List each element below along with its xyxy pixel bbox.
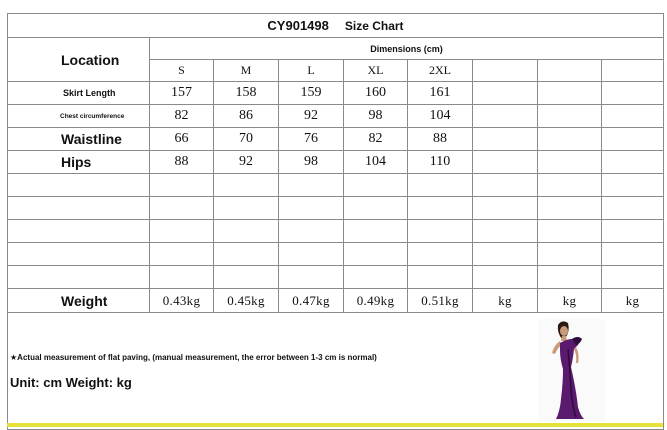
row-label-waistline: Waistline [8, 128, 150, 151]
empty-row [8, 197, 664, 220]
empty-cell [602, 105, 664, 128]
size-label: L [279, 60, 344, 82]
value-cell: 104 [344, 151, 408, 174]
size-label: 2XL [408, 60, 473, 82]
size-chart-table [7, 13, 664, 430]
value-cell: 110 [408, 151, 473, 174]
value-cell: 98 [279, 151, 344, 174]
empty-cell [473, 151, 538, 174]
empty-cell [538, 151, 602, 174]
empty-row [8, 243, 664, 266]
value-cell: 70 [214, 128, 279, 151]
value-cell: 158 [214, 82, 279, 105]
weight-row [8, 289, 664, 313]
measurement-note: ★Actual measurement of flat paving, (manual measurement, the error between 1-3 cm is normal) [10, 353, 377, 362]
empty-cell [538, 82, 602, 105]
row-label-chest-circumference: Chest circumference [8, 105, 150, 128]
value-cell: 92 [279, 105, 344, 128]
empty-cell [473, 82, 538, 105]
size-label-empty [473, 60, 538, 82]
empty-cell [473, 105, 538, 128]
weight-value: 0.49kg [344, 289, 408, 313]
title-row [8, 14, 664, 38]
weight-value: kg [473, 289, 538, 313]
weight-value: 0.51kg [408, 289, 473, 313]
measure-row-waistline [8, 128, 664, 151]
weight-value: kg [602, 289, 664, 313]
value-cell: 88 [408, 128, 473, 151]
empty-cell [473, 128, 538, 151]
dress-model-image [538, 319, 605, 421]
value-cell: 157 [150, 82, 214, 105]
measure-row-skirt-length [8, 82, 664, 105]
value-cell: 104 [408, 105, 473, 128]
empty-cell [602, 128, 664, 151]
row-label-weight: Weight [8, 289, 150, 313]
value-cell: 92 [214, 151, 279, 174]
value-cell: 66 [150, 128, 214, 151]
value-cell: 86 [214, 105, 279, 128]
head-shape [560, 326, 568, 336]
value-cell: 88 [150, 151, 214, 174]
product-code: CY901498 [267, 17, 329, 33]
value-cell: 82 [150, 105, 214, 128]
size-label: XL [344, 60, 408, 82]
footer-panel [8, 313, 664, 430]
empty-cell [602, 82, 664, 105]
value-cell: 98 [344, 105, 408, 128]
measure-row-hips [8, 151, 664, 174]
chart-title-text: Size Chart [344, 18, 404, 33]
weight-value: 0.45kg [214, 289, 279, 313]
empty-cell [538, 128, 602, 151]
empty-row [8, 266, 664, 289]
size-label-empty [602, 60, 664, 82]
value-cell: 76 [279, 128, 344, 151]
dimensions-header: Dimensions (cm) [150, 38, 664, 60]
footer-row [8, 313, 664, 430]
location-header: Location [8, 38, 150, 82]
row-label-hips: Hips [8, 151, 150, 174]
size-label: S [150, 60, 214, 82]
weight-value: kg [538, 289, 602, 313]
empty-row [8, 220, 664, 243]
product-photo [538, 319, 605, 421]
size-label-empty [538, 60, 602, 82]
weight-value: 0.47kg [279, 289, 344, 313]
weight-value: 0.43kg [150, 289, 214, 313]
chart-title [8, 14, 664, 38]
header-row [8, 38, 664, 60]
value-cell: 160 [344, 82, 408, 105]
empty-row [8, 174, 664, 197]
value-cell: 82 [344, 128, 408, 151]
empty-cell [602, 151, 664, 174]
size-label: M [214, 60, 279, 82]
value-cell: 159 [279, 82, 344, 105]
bottom-accent-bar [7, 423, 663, 427]
value-cell: 161 [408, 82, 473, 105]
unit-label: Unit: cm Weight: kg [10, 375, 132, 390]
empty-cell [538, 105, 602, 128]
row-label-skirt-length: Skirt Length [8, 82, 150, 105]
measure-row-chest [8, 105, 664, 128]
